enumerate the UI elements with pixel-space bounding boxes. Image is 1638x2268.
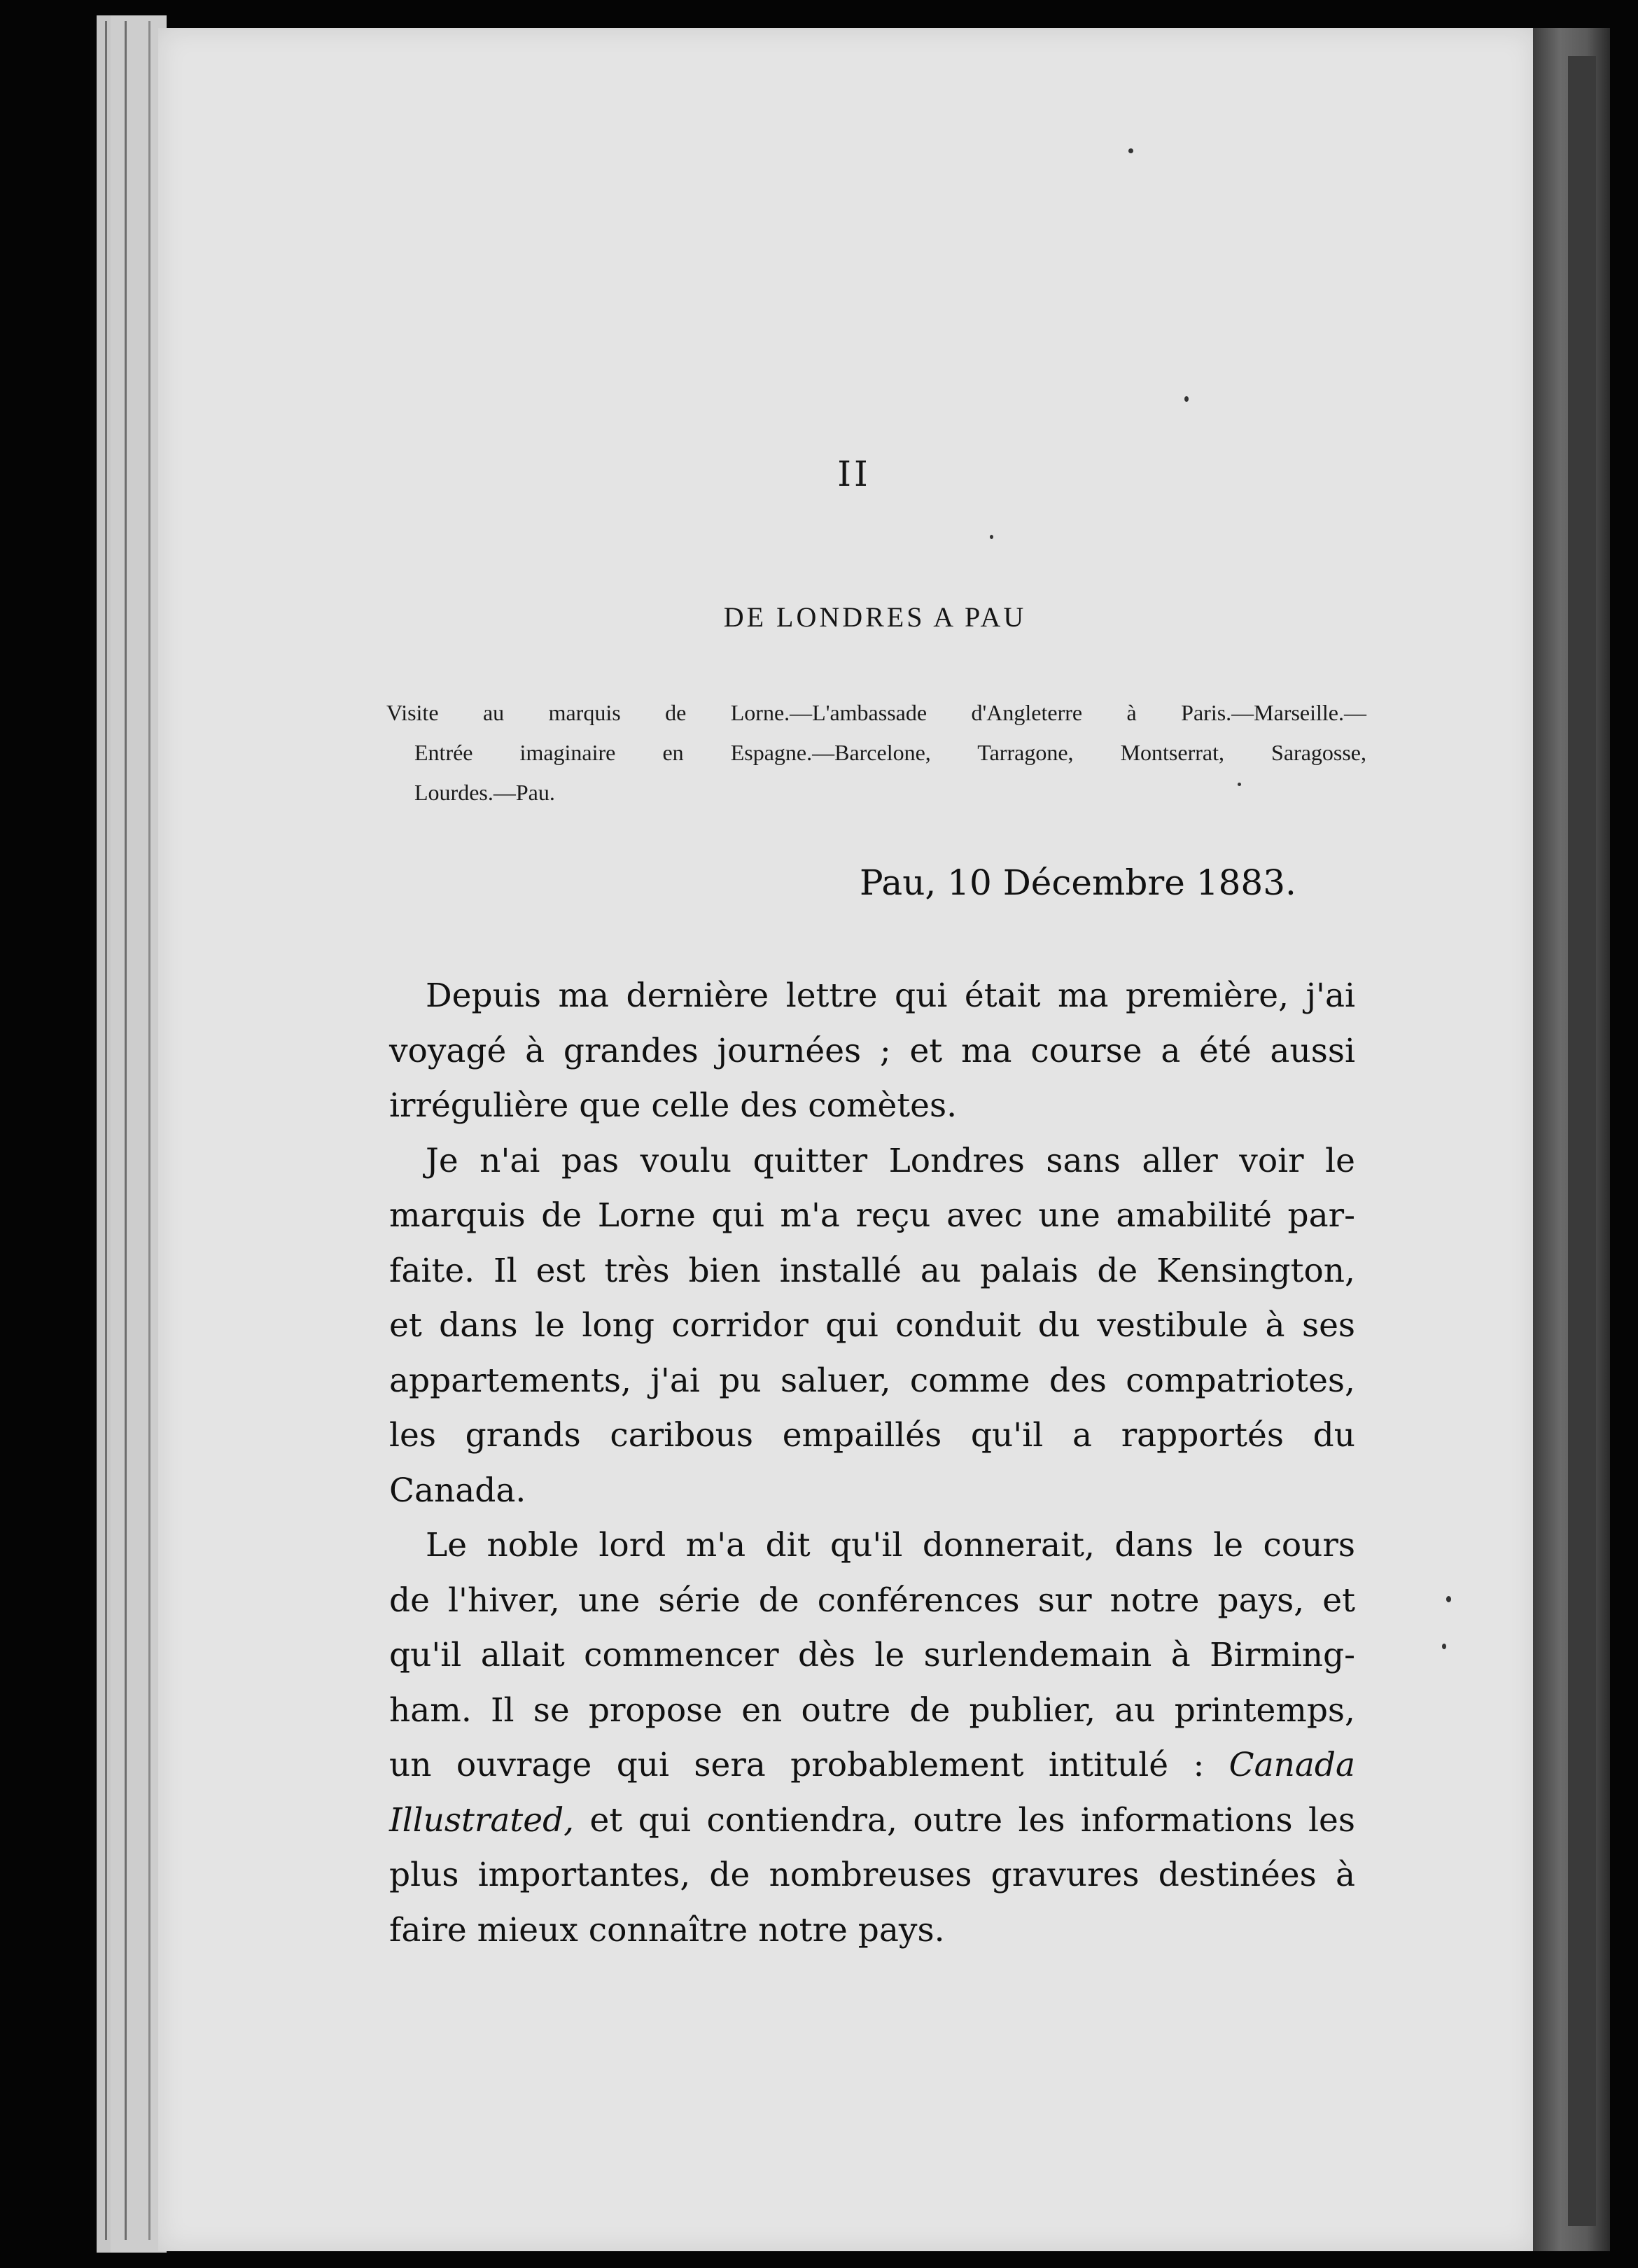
book-title-italic: Canada — [1228, 1746, 1355, 1784]
paper-speck — [990, 535, 993, 539]
paper-speck — [1442, 1644, 1446, 1649]
text-line: les grands caribous empaillés qu'il a rapportés du — [389, 1416, 1355, 1455]
text-line — [389, 1738, 1355, 1793]
text-line: Depuis ma dernière lettre qui était ma première, j'ai — [426, 976, 1355, 1015]
paper-speck — [1184, 396, 1189, 402]
text-line: appartements, j'ai pu saluer, comme des compatriotes, — [389, 1361, 1355, 1400]
text-line: Canada. — [389, 1471, 526, 1510]
body-text — [389, 969, 1355, 1958]
chapter-summary — [386, 693, 1366, 813]
page-edge-line — [125, 21, 127, 2240]
chapter-number: II — [837, 454, 871, 494]
letter-dateline: Pau, 10 Décembre 1883. — [860, 862, 1296, 903]
text-line: Je n'ai pas voulu quitter Londres sans aller voir le — [426, 1141, 1355, 1180]
paper-speck — [1446, 1596, 1451, 1602]
text-line: irrégulière que celle des comètes. — [389, 1086, 958, 1125]
chapter-title: DE LONDRES A PAU — [723, 601, 1027, 633]
page-edge-line — [148, 21, 150, 2240]
page-edge-line — [105, 21, 107, 2240]
text-line: de l'hiver, une série de conférences sur notre pays, et — [389, 1581, 1355, 1620]
text-line: faire mieux connaître notre pays. — [389, 1910, 945, 1949]
text-line: voyagé à grandes journées ; et ma course a été aussi — [389, 1031, 1355, 1070]
text-line: qu'il allait commencer dès le surlendemain à Birming- — [389, 1636, 1355, 1674]
summary-line: Entrée imaginaire en Espagne.—Barcelone, Tarragone, Montserrat, Saragosse, — [414, 740, 1366, 765]
text-line: marquis de Lorne qui m'a reçu avec une amabilité par- — [389, 1196, 1355, 1235]
summary-line: Visite au marquis de Lorne.—L'ambassade d'Angleterre à Paris.—Marseille.— — [386, 700, 1366, 725]
summary-line: Lourdes.—Pau. — [414, 780, 555, 805]
book-title-italic: Illustrated, — [389, 1800, 575, 1840]
text-segment: et qui contiendra, outre les informations les — [574, 1800, 1355, 1840]
text-line — [389, 1793, 1355, 1849]
text-line: Le noble lord m'a dit qu'il donnerait, dans le cours — [426, 1526, 1355, 1564]
text-line: ham. Il se propose en outre de publier, au printemps, — [389, 1690, 1355, 1730]
text-segment: un ouvrage qui sera probablement intitulé : — [389, 1746, 1229, 1784]
book-binding-shadow — [1568, 56, 1596, 2226]
text-line: plus importantes, de nombreuses gravures destinées à — [389, 1856, 1355, 1894]
paper-speck — [1128, 148, 1133, 153]
text-line: faite. Il est très bien installé au palais de Kensington, — [389, 1251, 1355, 1290]
text-line: et dans le long corridor qui conduit du vestibule à ses — [389, 1306, 1355, 1345]
